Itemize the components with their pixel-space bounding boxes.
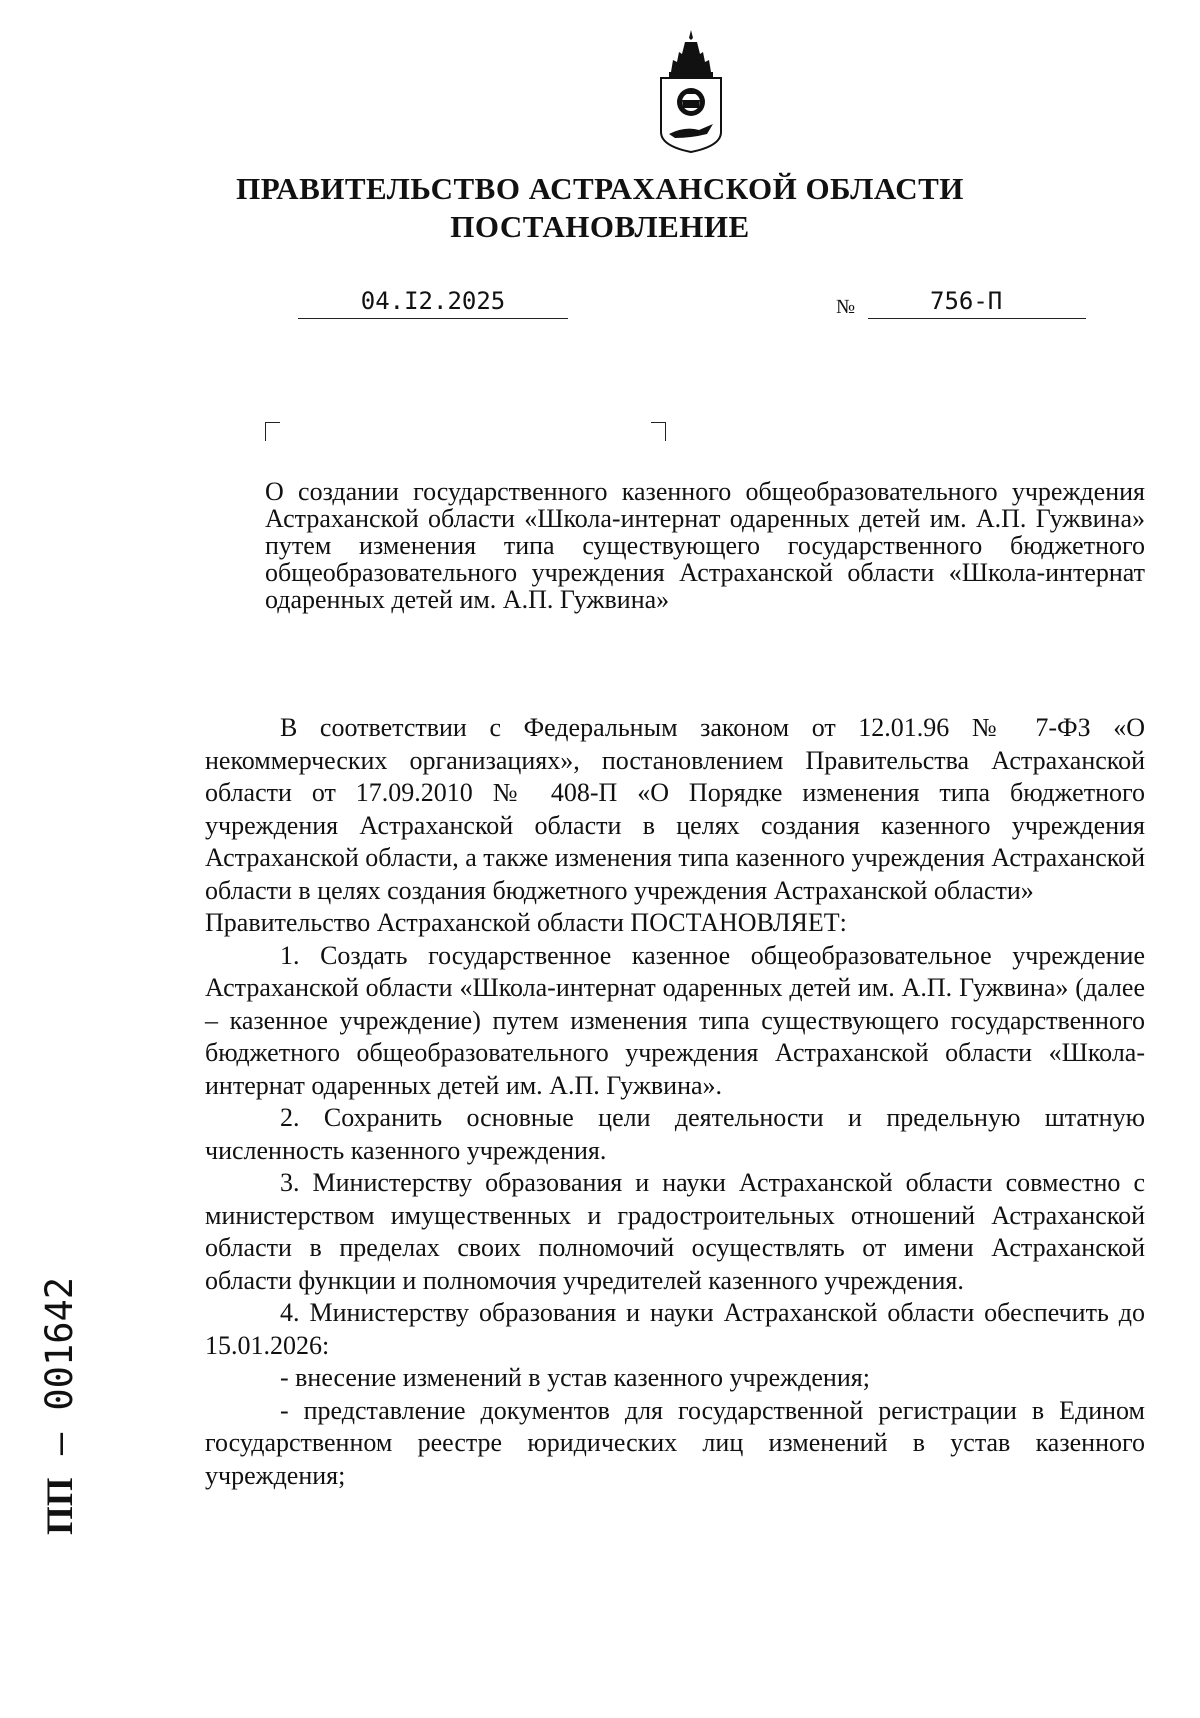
decree-item-3: 3. Министерству образования и науки Астраханской области совместно с министерством имущественных и градостроительных отношений Астраханской области в пределах своих полномочий осуществлять от имени Астраханской области функции и полномочия учредителей казенного учреждения. xyxy=(205,1168,1145,1295)
decree-item-4: 4. Министерству образования и науки Астраханской области обеспечить до 15.01.2026: xyxy=(205,1298,1145,1360)
preamble-paragraph: В соответствии с Федеральным законом от 12.01.96 № 7-ФЗ «О некоммерческих организациях», постановлением Правительства Астраханской области от 17.09.2010 № 408-П «О Порядке изменения типа бюджетного учреждения Астраханской области в целях создания казенного учреждения Астраханской области, а также изменения типа казенного учреждения Астраханской области в целях создания бюджетного учреждения Астраханской области» xyxy=(205,713,1145,905)
document-subject: О создании государственного казенного общеобразовательного учреждения Астраханской области «Школа-интернат одаренных детей им. А.П. Гужвина» путем изменения типа существующего государственного бюджетного общеобразовательного учреждения Астраханской области «Школа-интернат одаренных детей им. А.П. Гужвина» xyxy=(265,477,1145,614)
decree-item-2: 2. Сохранить основные цели деятельности и предельную штатную численность казенного учреждения. xyxy=(205,1103,1145,1165)
document-date: 04.I2.2025 xyxy=(298,284,568,319)
decree-item-1: 1. Создать государственное казенное общеобразовательное учреждение Астраханской области «Школа-интернат одаренных детей им. А.П. Гужвина» (далее – казенное учреждение) путем изменения типа существующего государственного бюджетного общеобразовательного учреждения Астраханской области «Школа-интернат одаренных детей им. А.П. Гужвина». xyxy=(205,940,1145,1100)
document-number-field xyxy=(868,284,1086,319)
decree-item-4-bullet-2: - представление документов для государственной регистрации в Едином государственном реестре юридических лиц изменений в устав казенного учреждения; xyxy=(205,1395,1145,1490)
subject-bracket-left xyxy=(265,422,280,441)
decree-item-4-bullet-1: - внесение изменений в устав казенного учреждения; xyxy=(280,1363,870,1392)
document-type-title: ПОСТАНОВЛЕНИЕ xyxy=(450,209,750,244)
coat-of-arms-emblem xyxy=(655,28,727,154)
form-serial-number: 001642 xyxy=(38,1276,81,1411)
form-serial-dash: – xyxy=(38,1432,81,1456)
government-title: ПРАВИТЕЛЬСТВО АСТРАХАНСКОЙ ОБЛАСТИ xyxy=(236,171,964,206)
form-series: ПП xyxy=(40,1477,81,1535)
document-number: 756-П xyxy=(930,287,1003,315)
subject-bracket-right xyxy=(651,422,666,441)
decree-line: Правительство Астраханской области ПОСТАНОВЛЯЕТ: xyxy=(205,908,847,937)
form-serial-mark xyxy=(30,1235,90,1535)
document-body xyxy=(205,712,1145,1492)
number-sign: № xyxy=(836,296,856,318)
